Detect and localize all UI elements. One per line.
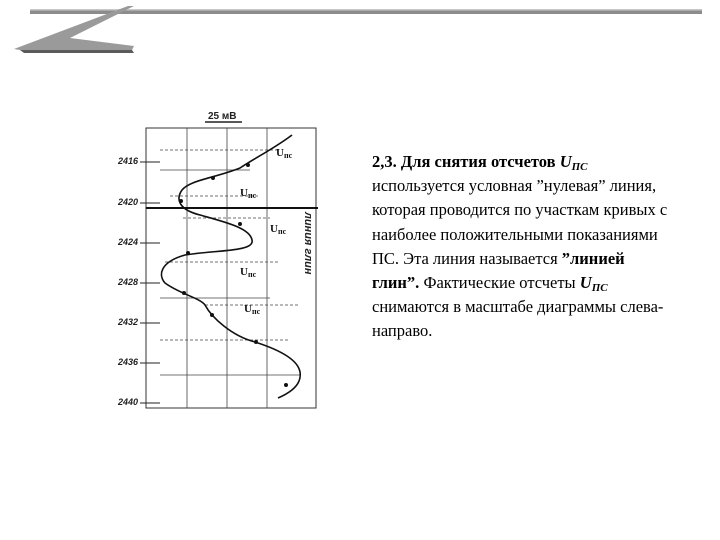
- depth-label: 2432: [118, 317, 139, 327]
- sp-curve: [162, 135, 301, 398]
- depth-label: 2416: [118, 156, 139, 166]
- clay-line-term: ”линией глин”.: [372, 248, 625, 293]
- curve-point: [284, 383, 288, 387]
- upc-label: Uпс: [270, 223, 287, 236]
- explanation-paragraph: [372, 150, 672, 344]
- upc-label: Uпс: [240, 187, 257, 200]
- curve-point: [211, 176, 215, 180]
- depth-label: 2420: [118, 197, 139, 207]
- upc-label: Uпс: [276, 147, 293, 160]
- explanation-text: [372, 150, 672, 344]
- scale-label: 25 мВ: [208, 111, 237, 122]
- depth-label: 2428: [118, 277, 139, 287]
- depth-label: 2424: [118, 237, 139, 247]
- curve-point: [186, 251, 190, 255]
- body-text-2: Фактические отсчеты: [419, 273, 580, 293]
- lead-text: 2,3. Для снятия отсчетов: [372, 152, 560, 171]
- curve-point: [238, 222, 242, 226]
- upc-label: Uпс: [244, 303, 261, 316]
- baseline-label: линия глин: [302, 212, 314, 275]
- curve-point: [246, 163, 250, 167]
- body-text-1: используется условная ”нулевая” линия, которая проводится по участкам кривых с наиболее положительными показаниями ПС. Эта линия называется: [372, 176, 668, 268]
- u-subscript-2: ПС: [591, 282, 608, 295]
- curve-point: [179, 199, 183, 203]
- upc-label: Uпс: [240, 266, 257, 279]
- curve-point: [210, 313, 214, 317]
- depth-label: 2436: [118, 357, 139, 367]
- curve-point: [254, 340, 258, 344]
- u-subscript: ПС: [571, 161, 588, 173]
- u-symbol: U: [559, 152, 572, 171]
- depth-label: 2440: [118, 397, 139, 407]
- curve-markers: [179, 163, 288, 387]
- curve-point: [182, 291, 186, 295]
- sp-log-diagram: [0, 0, 360, 420]
- depth-axis: [117, 156, 160, 407]
- u-symbol-2: U: [579, 273, 592, 293]
- reference-lines: [146, 150, 318, 375]
- body-text-3: снимаются в масштабе диаграммы слева-направо.: [372, 297, 664, 341]
